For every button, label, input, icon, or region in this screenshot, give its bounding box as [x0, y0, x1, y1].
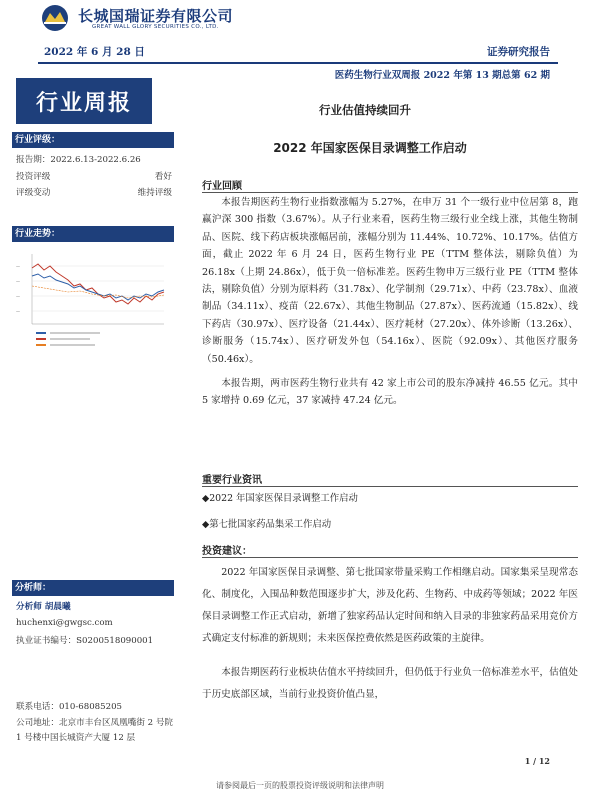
rating-value: 看好: [154, 172, 172, 182]
rating-label: 投资评级: [16, 172, 51, 182]
advice-paragraph-2: 本报告期医药行业板块估值水平持续回升，但仍低于行业负一倍标准差水平，估值处于历史底部区域，当前行业投资价值凸显，: [202, 667, 578, 700]
news-heading: 重要行业资讯: [202, 475, 262, 486]
news-item-1: ◆2022 年国家医保目录调整工作启动: [202, 493, 358, 504]
review-paragraph-1: 本报告期医药生物行业指数涨幅为 5.27%，在申万 31 个一级行业中位居第 8，跑赢沪深 300 指数（3.67%）。从子行业来看，医药生物三级行业全线上涨，其他生物制品、医院、线下药店板块涨幅居前，涨幅分别为 11.44%、10.72%、10.17%。估值方面，截止 2022 年 6 月 24 日，医药生物行业 PE（TTM 整体法，剔除负值）为 26.18x（上期 24.86x），低于负一倍标准差。医药生物申万三级行业 PE（TTM 整体法，剔除负值）分别为原料药（31.78x）、化学制剂（29.71x）、中药（23.78x）、血液制品（34.11x）、疫苗（22.67x）、其他生物制品（27.87x）、医药流通（15.82x）、线下药店（30.97x）、医疗设备（21.44x）、医疗耗材（27.20x）、体外诊断（13.26x）、诊断服务（15.74x）、医疗研发外包（54.16x）、医院（92.09x）、其他医疗服务（50.46x）。: [202, 197, 578, 365]
company-name-cn: 长城国瑞证券有限公司: [78, 7, 234, 25]
analyst-header: 分析师：: [12, 580, 174, 596]
company-address: 公司地址：北京市丰台区凤凰嘴街 2 号院 1 号楼中国长城资产大厦 12 层: [16, 718, 174, 743]
report-subtitle: 行业估值持续回升: [319, 103, 411, 117]
review-body: [202, 194, 578, 410]
analyst-email[interactable]: huchenxi@gwgsc.com: [16, 618, 113, 628]
review-paragraph-2: 本报告期，两市医药生物行业共有 42 家上市公司的股东净减持 46.55 亿元。其中 5 家增持 0.69 亿元，37 家减持 47.24 亿元。: [202, 378, 578, 407]
advice-body: [202, 562, 578, 706]
analyst-license: 执业证书编号：S0200518090001: [16, 636, 154, 646]
rating-header: 行业评级：: [12, 132, 174, 148]
review-rule: [202, 192, 578, 193]
svg-text:—: —: [16, 279, 20, 284]
news-item-2: ◆第七批国家药品集采工作启动: [202, 519, 332, 530]
rating-change-value: 维持评级: [137, 188, 172, 198]
report-date: 2022 年 6 月 28 日: [44, 46, 145, 58]
news-rule: [202, 486, 578, 487]
advice-heading: 投资建议：: [202, 546, 252, 557]
rating-change-label: 评级变动: [16, 188, 51, 198]
analyst-name: 分析师 胡晨曦: [16, 602, 71, 612]
report-period: 报告期：2022.6.13-2022.6.26: [16, 155, 141, 165]
company-name-en: GREAT WALL GLORY SECURITIES CO., LTD.: [92, 24, 219, 30]
report-label: 行业周报: [35, 90, 132, 116]
report-type: 证券研究报告: [487, 46, 550, 58]
company-logo: [38, 4, 72, 32]
page-number: 1 / 12: [524, 756, 550, 766]
svg-text:—: —: [16, 264, 20, 269]
trend-chart-thumbnail: [14, 246, 174, 356]
report-title: 2022 年国家医保目录调整工作启动: [273, 141, 467, 155]
advice-paragraph-1: 2022 年国家医保目录调整、第七批国家带量采购工作相继启动。国家集采呈现常态化、制度化，入围品种数范围逐步扩大，涉及化药、生物药、中成药等领域；2022 年医保目录调整工作正式启动，新增了独家药品认定时间和纳入目录的非独家药品采用竞价方式确定支付标准的新规则；未来医保控费依然是医药政策的主旋律。: [202, 567, 578, 644]
svg-text:—: —: [16, 294, 20, 299]
svg-text:—: —: [16, 309, 20, 314]
review-heading: 行业回顾: [202, 181, 242, 192]
advice-rule: [202, 557, 578, 558]
contact-phone: 联系电话：010-68085205: [16, 702, 123, 712]
footer-disclaimer: 请参阅最后一页的股票投资评级说明和法律声明: [216, 781, 384, 790]
header-rule: [38, 62, 558, 64]
report-series: 医药生物行业双周报 2022 年第 13 期总第 62 期: [334, 70, 550, 81]
trend-header: 行业走势：: [12, 226, 174, 242]
